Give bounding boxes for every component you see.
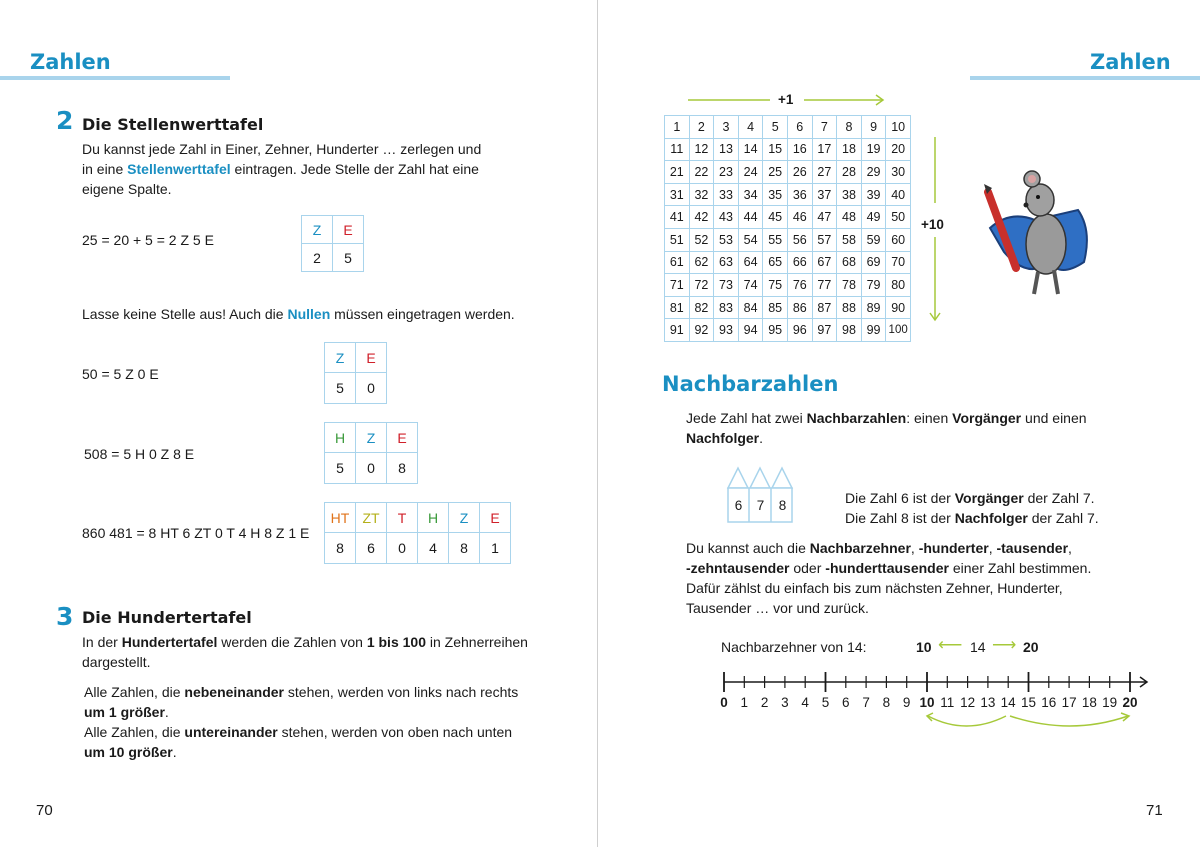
hundred-chart-cell: 36 <box>787 183 812 206</box>
pv-header: H <box>325 423 356 453</box>
hundred-chart-cell: 39 <box>861 183 886 206</box>
number-line-label: 3 <box>781 695 789 710</box>
pv-cell: 5 <box>325 453 356 484</box>
hundred-chart-cell: 28 <box>837 161 862 184</box>
hundred-chart-cell: 44 <box>738 206 763 229</box>
hundred-chart-cell: 52 <box>689 228 714 251</box>
pv-cell: 1 <box>480 533 511 564</box>
section-3-intro: In der Hundertertafel werden die Zahlen von 1 bis 100 in Zehnerreihen dargestellt. <box>82 634 528 670</box>
number-line-label: 11 <box>940 695 955 710</box>
number-line-label: 0 <box>720 695 728 710</box>
neighbor-sentences: Die Zahl 6 ist der Vorgänger der Zahl 7. Die Zahl 8 ist der Nachfolger der Zahl 7. <box>845 490 1099 526</box>
hundred-chart-cell: 10 <box>886 116 911 139</box>
number-line-label: 17 <box>1061 695 1077 710</box>
hundred-chart-cell: 22 <box>689 161 714 184</box>
pv-header: E <box>480 503 511 533</box>
place-value-table-2 <box>324 342 387 404</box>
number-line-label: 5 <box>821 695 830 710</box>
hundred-chart-cell: 50 <box>886 206 911 229</box>
section-3-number: 3 <box>56 602 74 631</box>
hundred-chart-cell: 91 <box>665 319 690 342</box>
hundred-chart-cell: 82 <box>689 296 714 319</box>
hundred-chart-cell: 88 <box>837 296 862 319</box>
left-page-number: 70 <box>36 802 53 819</box>
hundred-chart-cell: 58 <box>837 228 862 251</box>
hundred-chart-cell: 96 <box>787 319 812 342</box>
pv-header: E <box>356 343 387 373</box>
hundred-chart-cell: 15 <box>763 138 788 161</box>
hundred-chart-cell: 12 <box>689 138 714 161</box>
number-line-label: 2 <box>760 695 769 710</box>
hundred-chart-cell: 77 <box>812 274 837 297</box>
hundred-chart-cell: 5 <box>763 116 788 139</box>
hundred-chart-cell: 57 <box>812 228 837 251</box>
pv-cell: 6 <box>356 533 387 564</box>
hundred-chart-cell: 99 <box>861 319 886 342</box>
number-line-label: 4 <box>801 695 809 710</box>
hundred-chart-cell: 87 <box>812 296 837 319</box>
hundred-chart-cell: 42 <box>689 206 714 229</box>
hundred-chart-cell: 60 <box>886 228 911 251</box>
next-ten: 20 <box>1023 639 1039 655</box>
pv-cell: 0 <box>387 533 418 564</box>
hundred-chart-cell: 11 <box>665 138 690 161</box>
hundred-chart-cell: 24 <box>738 161 763 184</box>
hundred-chart-cell: 43 <box>714 206 739 229</box>
hundred-chart-cell: 76 <box>787 274 812 297</box>
hundred-chart-cell: 18 <box>837 138 862 161</box>
hundred-chart-cell: 2 <box>689 116 714 139</box>
hundred-chart-cell: 64 <box>738 251 763 274</box>
number-line-label: 15 <box>1020 695 1037 710</box>
hundred-chart-cell: 62 <box>689 251 714 274</box>
right-header-title: Zahlen <box>1090 50 1171 74</box>
arrow-right-icon: ⟶ <box>992 635 1017 654</box>
neighbor-tens-text: Du kannst auch die Nachbarzehner, -hunderter, -tausender, -zehntausender oder -hunderttausender einer Zahl bestimmen. Dafür zählst du einfach bis zum nächsten Zehner, Hunderter, Tausender … vor und zurück. <box>686 540 1092 616</box>
hundred-chart-cell: 75 <box>763 274 788 297</box>
hundred-chart-cell: 67 <box>812 251 837 274</box>
hundred-chart-cell: 63 <box>714 251 739 274</box>
hundred-chart-cell: 53 <box>714 228 739 251</box>
pv-cell: 0 <box>356 373 387 404</box>
hundred-chart-cell: 66 <box>787 251 812 274</box>
number-line-label: 18 <box>1081 695 1097 710</box>
number-line-label: 8 <box>882 695 891 710</box>
hundred-chart-cell: 100 <box>886 319 911 342</box>
pv-cell: 4 <box>418 533 449 564</box>
hundred-chart <box>664 115 911 342</box>
neighbors-intro: Jede Zahl hat zwei Nachbarzahlen: einen Vorgänger und einen Nachfolger. <box>686 410 1087 446</box>
hundred-chart-cell: 97 <box>812 319 837 342</box>
hundred-chart-cell: 21 <box>665 161 690 184</box>
hundred-chart-cell: 54 <box>738 228 763 251</box>
hundred-chart-cell: 8 <box>837 116 862 139</box>
left-page <box>0 0 598 847</box>
hundred-chart-cell: 69 <box>861 251 886 274</box>
hundred-chart-cell: 7 <box>812 116 837 139</box>
left-header-rule <box>0 76 230 80</box>
right-page <box>598 0 1200 847</box>
number-line-label: 16 <box>1041 695 1057 710</box>
hundred-chart-cell: 32 <box>689 183 714 206</box>
hundred-chart-cell: 51 <box>665 228 690 251</box>
number-line-label: 12 <box>960 695 976 710</box>
prev-ten: 10 <box>916 639 932 655</box>
hundred-chart-cell: 31 <box>665 183 690 206</box>
pv-cell: 8 <box>325 533 356 564</box>
pv-header: E <box>387 423 418 453</box>
hundred-chart-cell: 72 <box>689 274 714 297</box>
pv-cell: 5 <box>333 244 364 272</box>
hundred-chart-cell: 6 <box>787 116 812 139</box>
hundred-chart-cell: 25 <box>763 161 788 184</box>
place-value-table-1 <box>301 215 364 272</box>
hundred-chart-cell: 41 <box>665 206 690 229</box>
hundred-chart-cell: 13 <box>714 138 739 161</box>
middle-number: 14 <box>970 639 986 655</box>
hundred-chart-cell: 89 <box>861 296 886 319</box>
hundred-chart-cell: 4 <box>738 116 763 139</box>
hundred-chart-cell: 94 <box>738 319 763 342</box>
neighbor-houses <box>726 466 798 526</box>
example-2-equation: 50 = 5 Z 0 E <box>82 366 159 382</box>
example-3-equation: 508 = 5 H 0 Z 8 E <box>84 446 195 462</box>
plus-ten-label: +10 <box>921 217 944 232</box>
number-line-label: 10 <box>919 695 935 710</box>
hundred-chart-cell: 93 <box>714 319 739 342</box>
mouse-mascot-illustration <box>980 170 1100 300</box>
number-line-label: 20 <box>1122 695 1138 710</box>
hundred-chart-cell: 26 <box>787 161 812 184</box>
pv-cell: 5 <box>325 373 356 404</box>
hundred-chart-cell: 78 <box>837 274 862 297</box>
house-number: 6 <box>734 498 743 513</box>
hundred-chart-cell: 47 <box>812 206 837 229</box>
pv-header: Z <box>356 423 387 453</box>
example-1-equation: 25 = 20 + 5 = 2 Z 5 E <box>82 232 214 248</box>
hundred-chart-cell: 83 <box>714 296 739 319</box>
hundred-chart-cell: 55 <box>763 228 788 251</box>
hundred-chart-cell: 34 <box>738 183 763 206</box>
pv-cell: 8 <box>387 453 418 484</box>
hundred-chart-cell: 85 <box>763 296 788 319</box>
hundred-chart-cell: 1 <box>665 116 690 139</box>
hundred-chart-cell: 81 <box>665 296 690 319</box>
right-page-number: 71 <box>1146 802 1163 819</box>
pv-cell: 2 <box>302 244 333 272</box>
hundred-chart-cell: 84 <box>738 296 763 319</box>
number-line-label: 13 <box>980 695 996 710</box>
number-line-label: 7 <box>862 695 870 710</box>
section-3-title: Die Hundertertafel <box>82 608 252 627</box>
hundred-chart-cell: 74 <box>738 274 763 297</box>
hundred-chart-cell: 46 <box>787 206 812 229</box>
hundred-chart-cell: 35 <box>763 183 788 206</box>
pv-header: ZT <box>356 503 387 533</box>
hundred-chart-cell: 29 <box>861 161 886 184</box>
neighbor-tens-label: Nachbarzehner von 14: <box>721 639 867 655</box>
hundred-chart-cell: 33 <box>714 183 739 206</box>
hundred-chart-cell: 37 <box>812 183 837 206</box>
arrow-left-icon: ⟵ <box>938 635 963 654</box>
pv-header: Z <box>325 343 356 373</box>
section-2-number: 2 <box>56 106 74 135</box>
hundred-chart-cell: 23 <box>714 161 739 184</box>
pv-cell: 0 <box>356 453 387 484</box>
hundred-chart-cell: 68 <box>837 251 862 274</box>
hundred-chart-cell: 38 <box>837 183 862 206</box>
hundred-chart-cell: 49 <box>861 206 886 229</box>
pv-header: HT <box>325 503 356 533</box>
hundred-chart-cell: 71 <box>665 274 690 297</box>
zero-note: Lasse keine Stelle aus! Auch die Nullen müssen eingetragen werden. <box>82 306 515 322</box>
hundred-chart-cell: 80 <box>886 274 911 297</box>
hundred-chart-cell: 9 <box>861 116 886 139</box>
hundred-chart-cell: 30 <box>886 161 911 184</box>
pv-header: T <box>387 503 418 533</box>
hundred-chart-cell: 65 <box>763 251 788 274</box>
hundred-chart-cell: 16 <box>787 138 812 161</box>
intro-line-1: Du kannst jede Zahl in Einer, Zehner, Hunderter … zerlegen und <box>82 141 482 157</box>
place-value-table-4 <box>324 502 511 564</box>
pv-header: Z <box>449 503 480 533</box>
hundred-chart-cell: 17 <box>812 138 837 161</box>
example-4-equation: 860 481 = 8 HT 6 ZT 0 T 4 H 8 Z 1 E <box>82 525 310 541</box>
number-line-label: 19 <box>1102 695 1118 710</box>
hundred-chart-cell: 14 <box>738 138 763 161</box>
number-line-label: 1 <box>740 695 749 710</box>
hundred-chart-cell: 98 <box>837 319 862 342</box>
place-value-table-3 <box>324 422 418 484</box>
hundred-chart-cell: 86 <box>787 296 812 319</box>
hundred-chart-cell: 40 <box>886 183 911 206</box>
intro-line-2: in eine Stellenwerttafel eintragen. Jede Stelle der Zahl hat eine <box>82 161 479 177</box>
hundred-chart-cell: 70 <box>886 251 911 274</box>
hundred-chart-cell: 79 <box>861 274 886 297</box>
section-3-rules: Alle Zahlen, die nebeneinander stehen, werden von links nach rechts um 1 größer. Alle Zahlen, die untereinander stehen, werden von oben nach unten um 10 größer. <box>84 684 519 760</box>
hundred-chart-cell: 45 <box>763 206 788 229</box>
left-header-title: Zahlen <box>30 50 111 74</box>
hundred-chart-cell: 48 <box>837 206 862 229</box>
pv-header: H <box>418 503 449 533</box>
hundred-chart-cell: 20 <box>886 138 911 161</box>
house-number: 7 <box>756 498 765 513</box>
hundred-chart-cell: 92 <box>689 319 714 342</box>
hundred-chart-cell: 73 <box>714 274 739 297</box>
section-2-title: Die Stellenwerttafel <box>82 115 264 134</box>
pv-header: Z <box>302 216 333 244</box>
hundred-chart-cell: 95 <box>763 319 788 342</box>
hundred-chart-cell: 27 <box>812 161 837 184</box>
plus-one-label: +1 <box>778 92 794 107</box>
intro-line-3: eigene Spalte. <box>82 181 172 197</box>
number-line-label: 6 <box>842 695 850 710</box>
pv-header: E <box>333 216 364 244</box>
hundred-chart-cell: 3 <box>714 116 739 139</box>
hundred-chart-cell: 59 <box>861 228 886 251</box>
neighbors-title: Nachbarzahlen <box>662 372 839 396</box>
section-2-intro <box>82 139 552 199</box>
house-number: 8 <box>778 498 787 513</box>
hundred-chart-cell: 19 <box>861 138 886 161</box>
hundred-chart-cell: 56 <box>787 228 812 251</box>
number-line-label: 9 <box>902 695 911 710</box>
hundred-chart-cell: 90 <box>886 296 911 319</box>
number-line-label: 14 <box>1000 695 1016 710</box>
hundred-chart-cell: 61 <box>665 251 690 274</box>
pv-cell: 8 <box>449 533 480 564</box>
right-header-rule <box>970 76 1200 80</box>
